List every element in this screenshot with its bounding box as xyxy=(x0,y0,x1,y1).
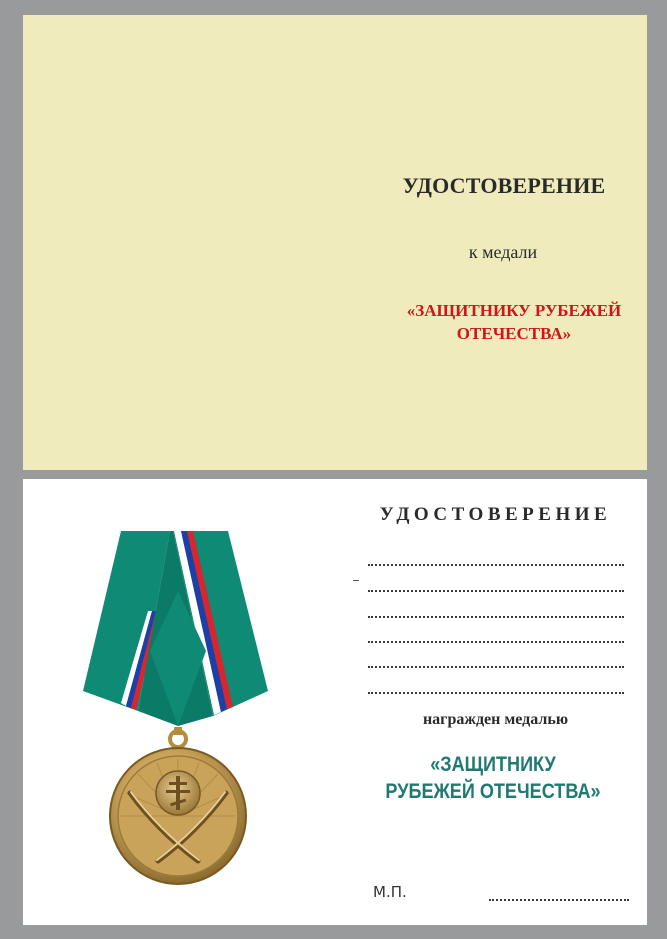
cover-medal-line-1: «ЗАЩИТНИКУ РУБЕЖЕЙ xyxy=(406,301,622,320)
cover-medal-name xyxy=(383,299,645,345)
name-line-3 xyxy=(368,614,624,618)
name-line-2 xyxy=(368,588,624,592)
name-line-4 xyxy=(368,639,624,643)
inner-title: УДОСТОВЕРЕНИЕ xyxy=(379,504,612,525)
medal-ribbon-icon xyxy=(78,531,278,891)
cover-medal-line-2: ОТЕЧЕСТВА» xyxy=(456,324,572,343)
stamp-label: М.П. xyxy=(373,883,407,901)
inner-medal-name xyxy=(381,751,605,805)
cover-title: УДОСТОВЕРЕНИЕ xyxy=(402,173,606,198)
signature-line xyxy=(489,897,629,901)
inner-medal-line-1: «ЗАЩИТНИКУ xyxy=(430,753,556,776)
name-line-6 xyxy=(368,690,624,694)
divider-dash xyxy=(353,580,359,581)
cover-subtitle: к медали xyxy=(468,242,538,262)
certificate-inner-page xyxy=(23,479,647,925)
inner-medal-line-2: РУБЕЖЕЙ ОТЕЧЕСТВА» xyxy=(385,780,601,803)
name-line-5 xyxy=(368,664,624,668)
orthodox-cross-icon xyxy=(156,771,200,815)
name-line-1 xyxy=(368,562,624,566)
awarded-label: награжден медалью xyxy=(422,711,569,728)
certificate-cover xyxy=(23,15,647,470)
